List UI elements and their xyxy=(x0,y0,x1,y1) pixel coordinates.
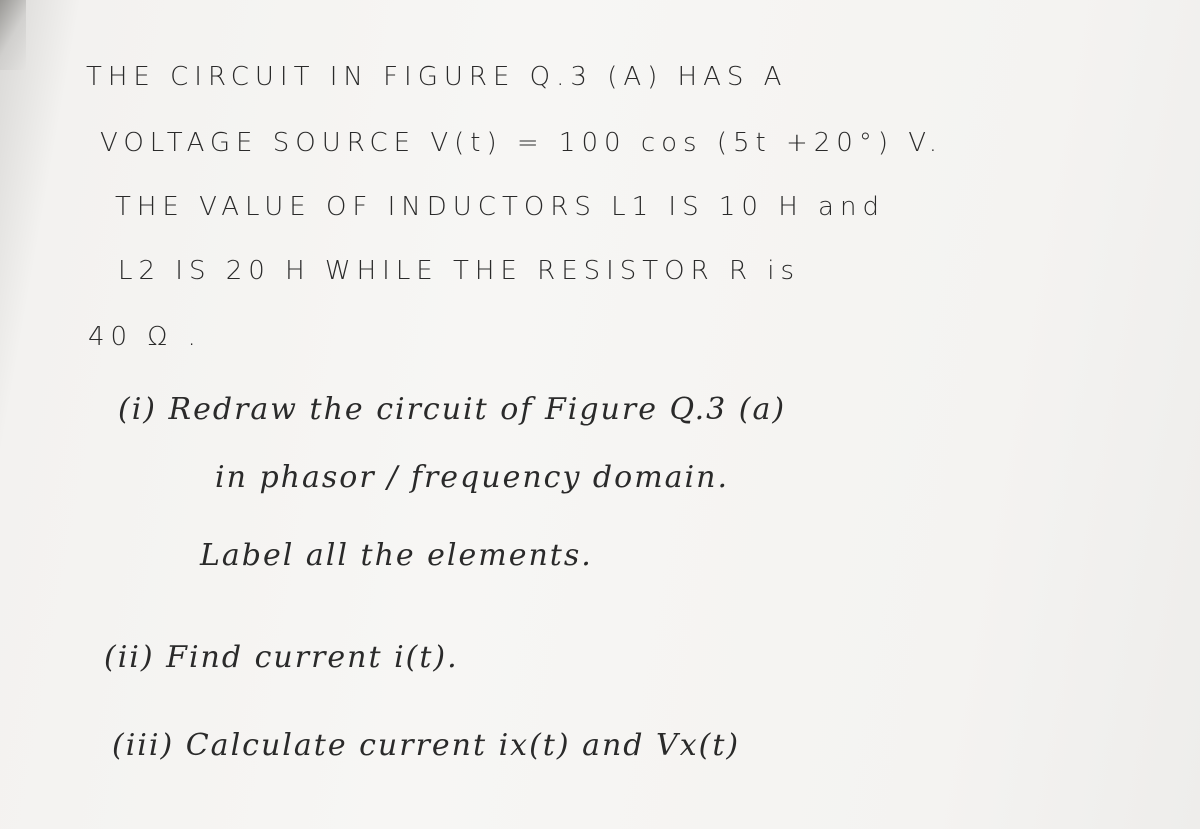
question-i-line-1: (i) Redraw the circuit of Figure Q.3 (a) xyxy=(118,392,787,427)
text-line-3: THE VALUE OF INDUCTORS L1 IS 10 H and xyxy=(115,192,885,222)
question-i-line-3: Label all the elements. xyxy=(200,538,593,573)
text-line-1: THE CIRCUIT IN FIGURE Q.3 (A) HAS A xyxy=(86,62,788,92)
question-iii: (iii) Calculate current ix(t) and Vx(t) xyxy=(112,728,741,763)
text-line-4: L2 IS 20 H WHILE THE RESISTOR R is xyxy=(118,256,801,286)
text-line-5: 40 Ω . xyxy=(88,322,202,352)
text-line-2: VOLTAGE SOURCE V(t) = 100 cos (5t +20°) V. xyxy=(100,128,943,158)
question-i-line-2: in phasor / frequency domain. xyxy=(215,460,729,495)
page-shadow xyxy=(0,0,26,70)
question-ii: (ii) Find current i(t). xyxy=(104,640,459,675)
